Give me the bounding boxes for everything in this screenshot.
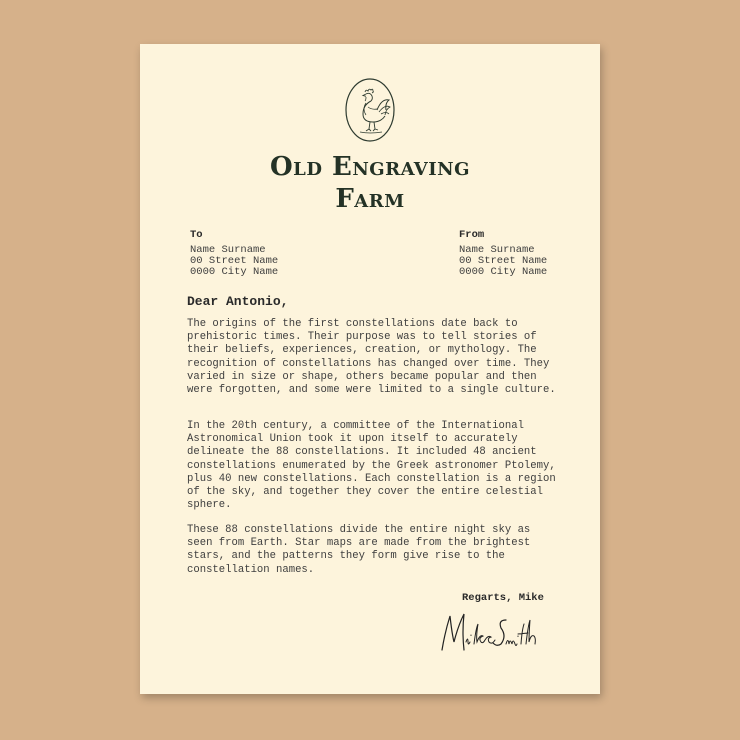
to-city: 0000 City Name [190, 266, 279, 278]
brand-name-line2: Farm [335, 184, 405, 214]
handwritten-signature [438, 610, 558, 654]
to-label: To [190, 229, 203, 241]
to-name: Name Surname [190, 244, 266, 256]
body-paragraph-1: The origins of the first constellations date back to prehistoric times. Their purpose was to tell stories of their beliefs, experiences, creation, or mythology. The recognition of constellations has changed over time. They varied in size or shape, others became popular and then were forgotten, and some were limited to a single culture. [187, 318, 556, 397]
sender-address [459, 230, 547, 278]
from-label: From [459, 229, 485, 241]
greeting: Dear Antonio, [187, 294, 289, 309]
letter-paper [140, 44, 600, 694]
to-street: 00 Street Name [190, 255, 279, 267]
rooster-logo-icon [344, 77, 396, 143]
from-name: Name Surname [459, 244, 535, 256]
recipient-address [190, 230, 278, 278]
from-street: 00 Street Name [459, 255, 548, 267]
from-city: 0000 City Name [459, 266, 548, 278]
body-paragraph-3: These 88 constellations divide the entire night sky as seen from Earth. Star maps are made from the brightest stars, and the patterns they form give rise to the constellation names. [187, 524, 531, 576]
body-paragraph-2: In the 20th century, a committee of the International Astronomical Union took it upon itself to accurately delineate the 88 constellations. It included 48 ancient constellations enumerated by the Greek astronomer Ptolemy, plus 40 new constellations. Each constellation is a region of the sky, and together they cover the entire celestial sphere. [187, 420, 556, 512]
brand-name-line1: Old Engraving [270, 152, 470, 182]
closing-line: Regarts, Mike [462, 592, 544, 604]
